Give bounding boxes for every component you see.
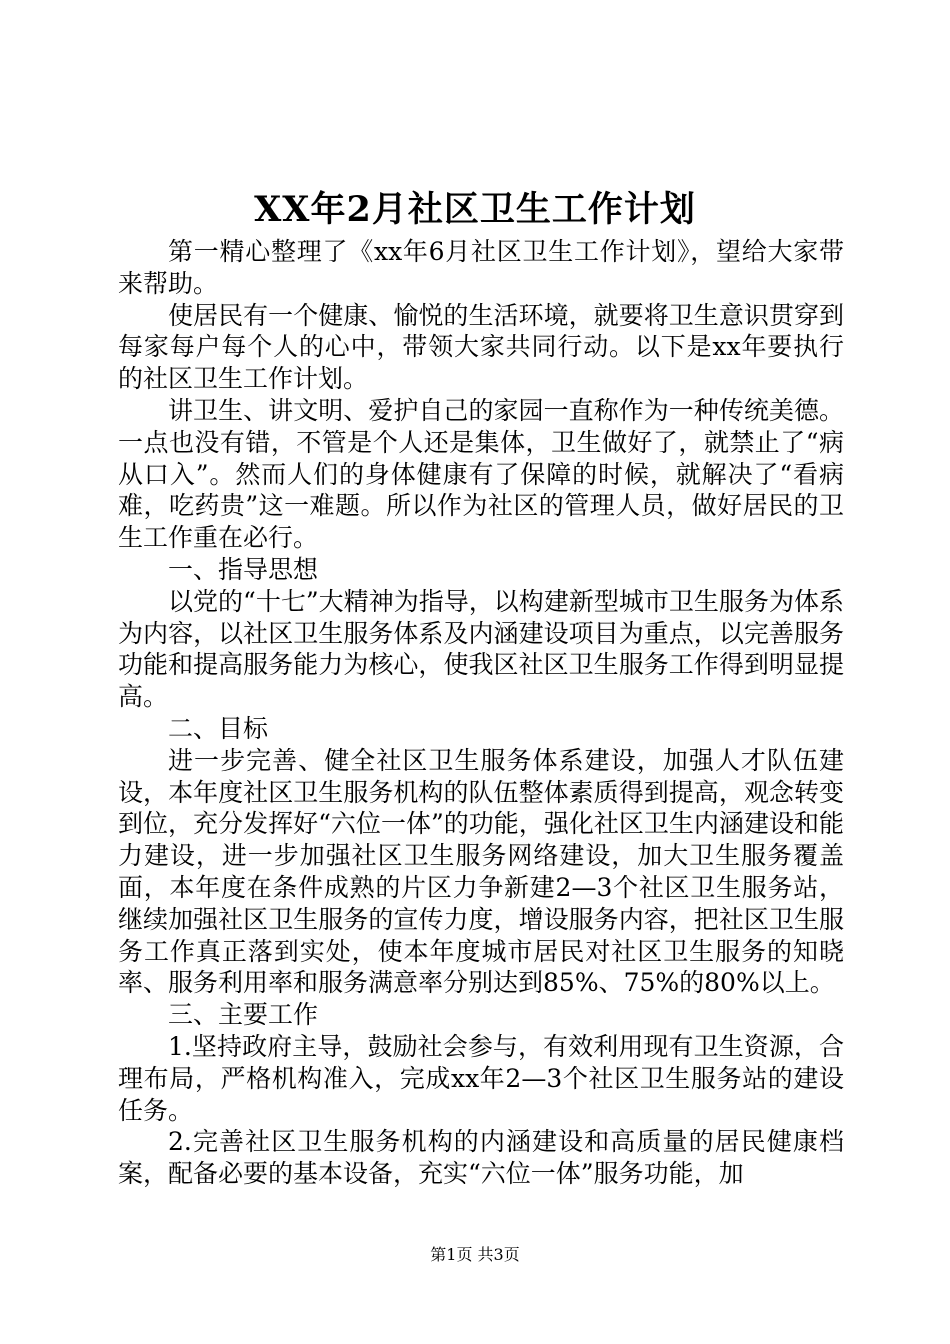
intro-paragraph: 讲卫生、讲文明、爱护自己的家园一直称作为一种传统美德。一点也没有错，不管是个人还是集体，卫生做好了，就禁止了“病从口入”。然而人们的身体健康有了保障的时候，就解决了“看病难，吃药贵”这一难题。所以作为社区的管理人员，做好居民的卫生工作重在必行。 xyxy=(118,395,844,553)
section-heading-main-work: 三、主要工作 xyxy=(168,1000,319,1030)
section-paragraph: 进一步完善、健全社区卫生服务体系建设，加强人才队伍建设，本年度社区卫生服务机构的队伍整体素质得到提高，观念转变到位，充分发挥好“六位一体”的功能，强化社区卫生内涵建设和能力建设，进一步加强社区卫生服务网络建设，加大卫生服务覆盖面，本年度在条件成熟的片区力争新建2—3个社区卫生服务站，继续加强社区卫生服务的宣传力度，增设服务内容，把社区卫生服务工作真正落到实处，使本年度城市居民对社区卫生服务的知晓率、服务利用率和服务满意率分别达到85%、75%的80%以上。 xyxy=(118,745,844,998)
page-number-footer: 第1页 共3页 xyxy=(430,1245,520,1264)
section-paragraph: 2.完善社区卫生服务机构的内涵建设和高质量的居民健康档案，配备必要的基本设备，充实“六位一体”服务功能，加 xyxy=(118,1127,844,1189)
intro-paragraph: 第一精心整理了《xx年6月社区卫生工作计划》，望给大家带来帮助。 xyxy=(118,237,844,298)
section-heading-goals: 二、目标 xyxy=(168,713,269,743)
document-title: XX年2月社区卫生工作计划 xyxy=(254,189,696,230)
section-heading-guiding-thought: 一、指导思想 xyxy=(168,554,319,584)
section-paragraph: 以党的“十七”大精神为指导，以构建新型城市卫生服务为体系为内容，以社区卫生服务体系及内涵建设项目为重点，以完善服务功能和提高服务能力为核心，使我区社区卫生服务工作得到明显提高。 xyxy=(118,586,844,712)
section-paragraph: 1.坚持政府主导，鼓励社会参与，有效利用现有卫生资源，合理布局，严格机构准入，完成xx年2—3个社区卫生服务站的建设任务。 xyxy=(118,1031,844,1125)
intro-paragraph: 使居民有一个健康、愉悦的生活环境，就要将卫生意识贯穿到每家每户每个人的心中，带领大家共同行动。以下是xx年要执行的社区卫生工作计划。 xyxy=(118,300,844,394)
document-body xyxy=(118,236,844,1190)
